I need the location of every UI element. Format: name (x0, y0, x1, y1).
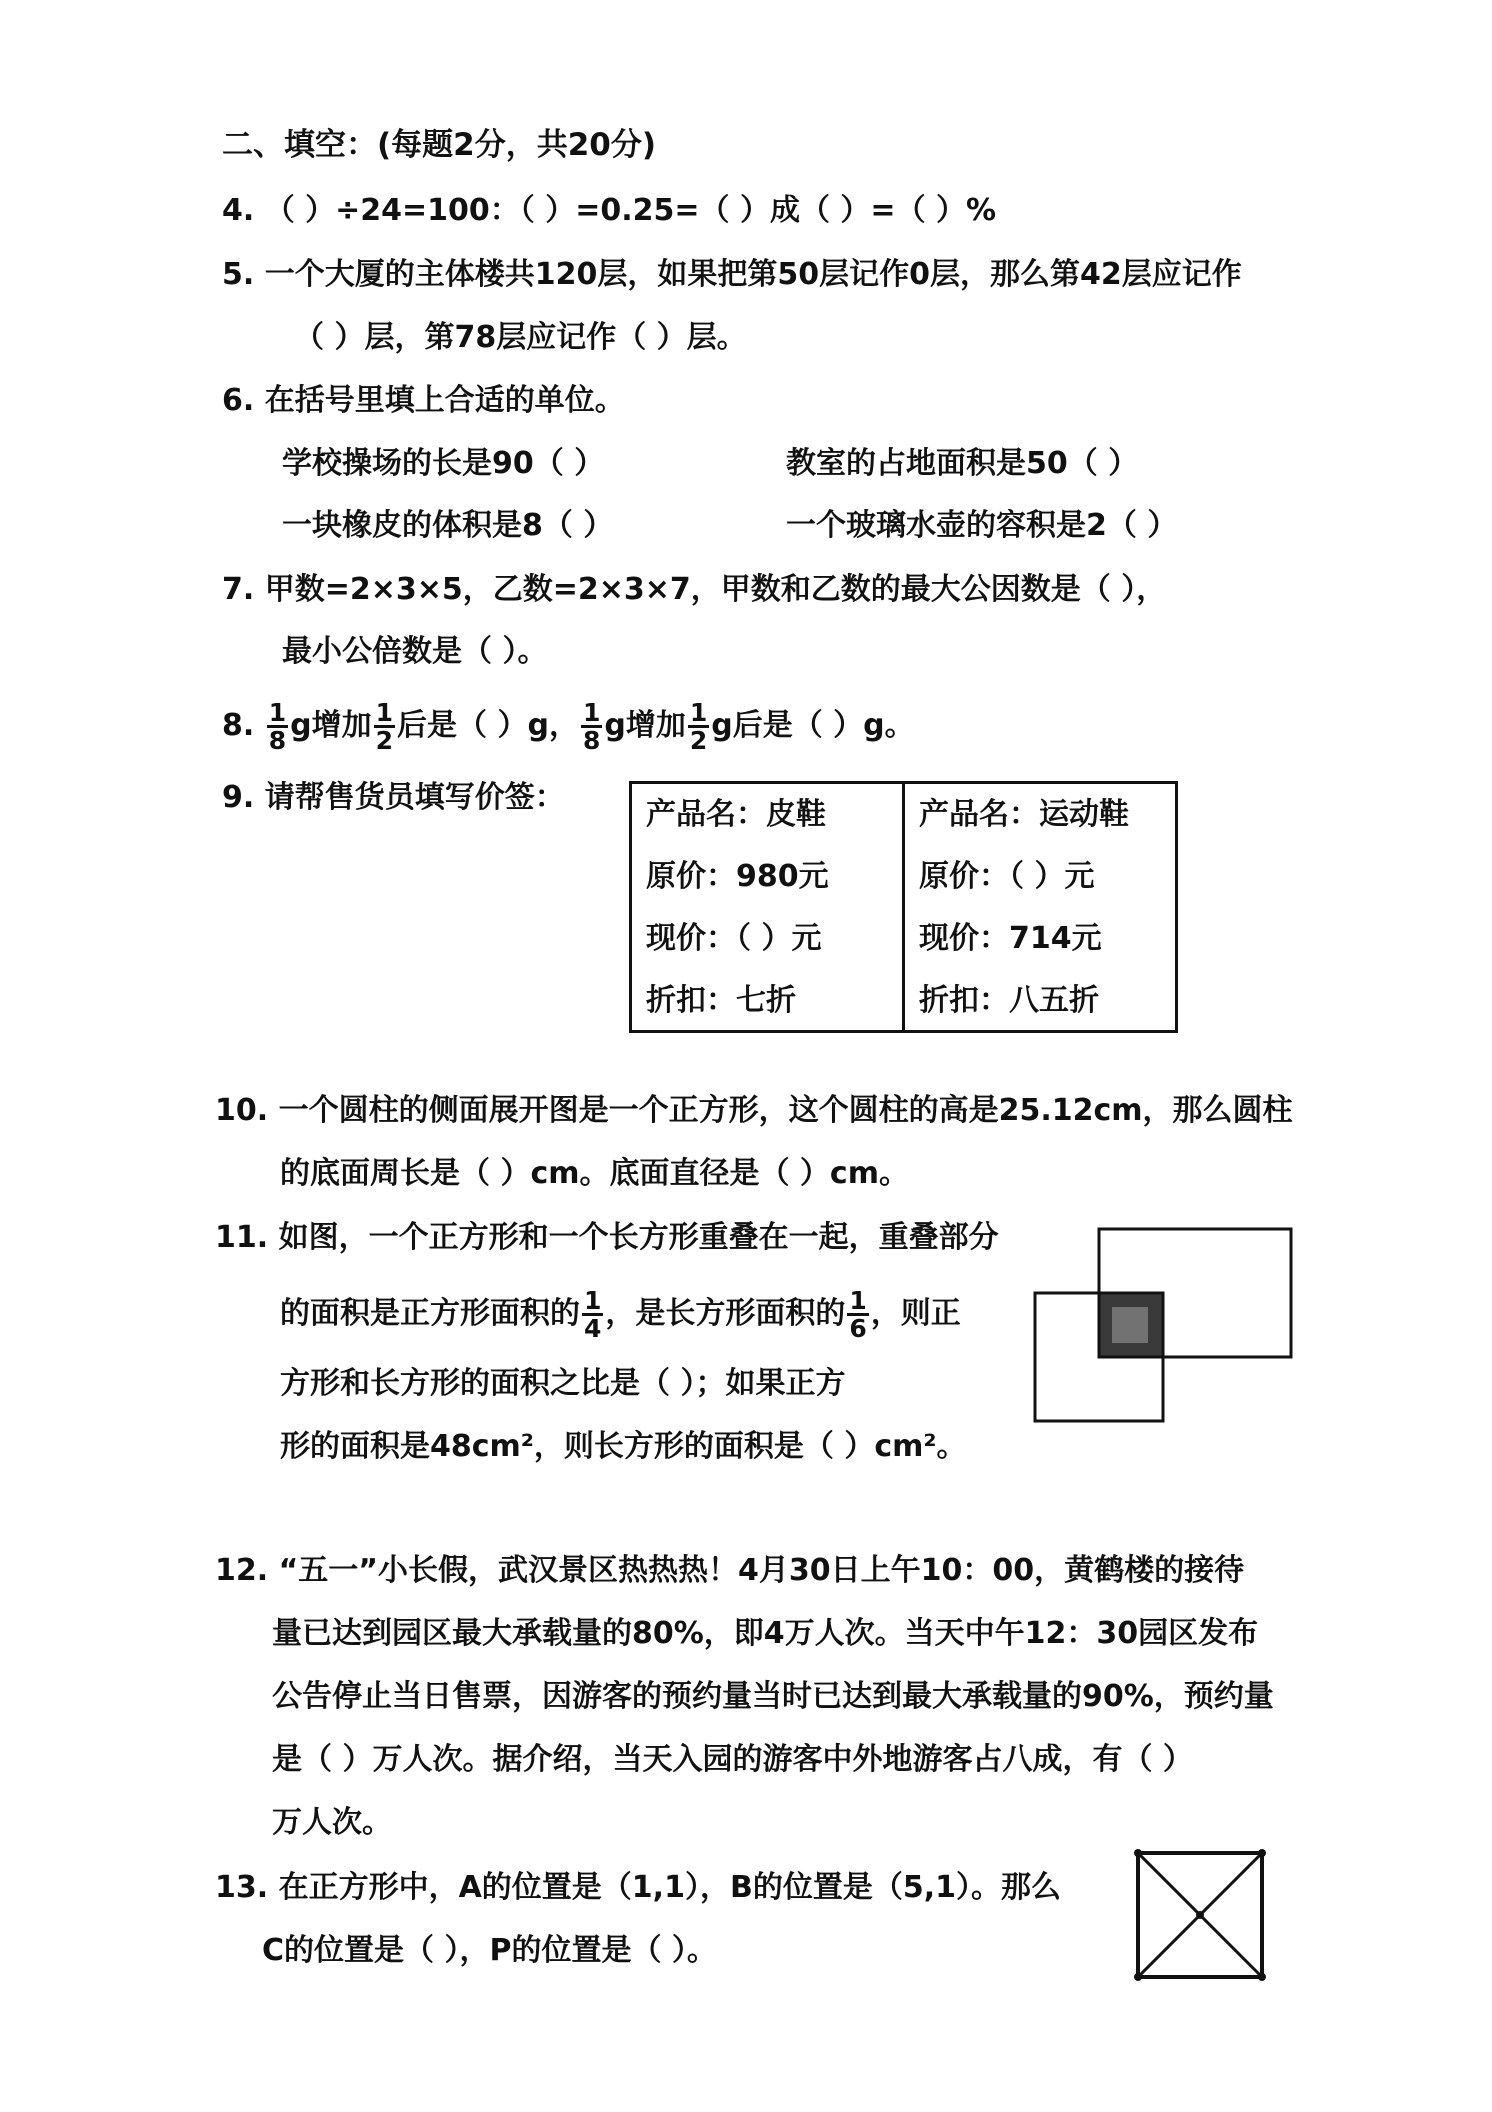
original-price: 原价：（ ）元 (919, 859, 1095, 894)
fraction-denominator: 6 (849, 1314, 867, 1343)
question-8-text-4: g后是（ ）g。 (711, 708, 915, 743)
question-7-line-1: 7. 甲数=2×3×5，乙数=2×3×7，甲数和乙数的最大公因数是（ ）， (222, 572, 1167, 607)
fraction-denominator: 2 (375, 726, 394, 755)
fraction-numerator: 1 (584, 1286, 602, 1315)
question-12-line-4: 是（ ）万人次。据介绍，当天入园的游客中外地游客占八成，有（ ） (272, 1742, 1193, 1777)
question-12-line-3: 公告停止当日售票，因游客的预约量当时已达到最大承载量的90%，预约量 (272, 1679, 1274, 1714)
current-price: 现价：（ ）元 (646, 921, 822, 956)
fraction-one-sixth (847, 1288, 868, 1341)
question-6-item-4: 一个玻璃水壶的容积是2（ ） (786, 508, 1178, 543)
corner-dot (1258, 1973, 1266, 1981)
section-title: 二、填空：(每题2分，共20分) (222, 127, 657, 163)
question-6-item-1: 学校操场的长是90（ ） (282, 446, 605, 481)
question-11-line-2 (280, 1288, 961, 1341)
fraction-one-quarter (582, 1288, 603, 1341)
overlap-texture (1112, 1307, 1148, 1343)
question-11-line-3: 方形和长方形的面积之比是（ ）；如果正方 (280, 1366, 846, 1401)
question-12-line-1: 12. “五一”小长假，武汉景区热热热！4月30日上午10：00，黄鹤楼的接待 (215, 1553, 1245, 1588)
question-8-number: 8. (222, 708, 255, 743)
question-11-text-a: 的面积是正方形面积的 (280, 1296, 580, 1331)
question-10-line-1: 10. 一个圆柱的侧面展开图是一个正方形，这个圆柱的高是25.12cm，那么圆柱 (215, 1093, 1293, 1128)
fraction-one-half (374, 700, 395, 753)
fraction-numerator: 1 (582, 698, 601, 727)
question-11-line-1: 11. 如图，一个正方形和一个长方形重叠在一起，重叠部分 (215, 1220, 999, 1255)
price-tag-table (629, 781, 1178, 1033)
question-11-text-b: ，是长方形面积的 (605, 1296, 846, 1331)
question-8-text-2: 后是（ ）g， (397, 708, 579, 743)
question-12-line-2: 量已达到园区最大承载量的80%，即4万人次。当天中午12：30园区发布 (272, 1616, 1259, 1651)
question-11-text-c: ，则正 (870, 1296, 961, 1331)
question-11-line-4: 形的面积是48cm²，则长方形的面积是（ ）cm²。 (280, 1429, 967, 1464)
square-with-diagonals-figure (1128, 1843, 1278, 1993)
fraction-denominator: 4 (584, 1314, 602, 1343)
fraction-one-eighth (581, 700, 602, 753)
question-13-line-2: C的位置是（ ），P的位置是（ ）。 (262, 1933, 717, 1968)
question-12-line-5: 万人次。 (272, 1805, 392, 1840)
question-8 (222, 700, 915, 753)
discount: 折扣：八五折 (919, 983, 1099, 1018)
square-rectangle-overlap-figure (1030, 1225, 1300, 1440)
question-5-line-2: （ ）层，第78层应记作（ ）层。 (294, 320, 747, 355)
question-9-line-1: 9. 请帮售货员填写价签： (222, 780, 565, 815)
question-6-item-3: 一块橡皮的体积是8（ ） (282, 508, 614, 543)
question-6-line-1: 6. 在括号里填上合适的单位。 (222, 383, 625, 418)
question-5-line-1: 5. 一个大厦的主体楼共120层，如果把第50层记作0层，那么第42层应记作 (222, 257, 1242, 292)
question-7-line-2: 最小公倍数是（ ）。 (282, 634, 548, 669)
price-tag-leather-shoes (632, 784, 902, 1030)
question-8-text-1: g增加 (290, 708, 372, 743)
fraction-denominator: 2 (689, 726, 708, 755)
question-6-item-2: 教室的占地面积是50（ ） (786, 446, 1139, 481)
fraction-numerator: 1 (689, 698, 708, 727)
question-10-line-2: 的底面周长是（ ）cm。底面直径是（ ）cm。 (280, 1156, 909, 1191)
fraction-numerator: 1 (849, 1286, 867, 1315)
current-price: 现价：714元 (919, 921, 1102, 956)
product-name: 产品名：皮鞋 (646, 797, 826, 832)
corner-dot (1134, 1849, 1142, 1857)
fraction-denominator: 8 (582, 726, 601, 755)
question-4: 4. （ ）÷24=100：（ ）=0.25=（ ）成（ ）=（ ）% (222, 193, 997, 228)
fraction-one-half (688, 700, 709, 753)
question-8-text-3: g增加 (604, 708, 686, 743)
corner-dot (1134, 1973, 1142, 1981)
price-tag-sneakers (902, 784, 1175, 1030)
corner-dot (1258, 1849, 1266, 1857)
fraction-numerator: 1 (268, 698, 287, 727)
discount: 折扣：七折 (646, 983, 796, 1018)
product-name: 产品名：运动鞋 (919, 797, 1129, 832)
center-dot (1196, 1911, 1204, 1919)
fraction-denominator: 8 (268, 726, 287, 755)
original-price: 原价：980元 (646, 859, 829, 894)
fraction-numerator: 1 (375, 698, 394, 727)
fraction-one-eighth (267, 700, 288, 753)
question-13-line-1: 13. 在正方形中，A的位置是（1,1），B的位置是（5,1）。那么 (215, 1870, 1061, 1905)
